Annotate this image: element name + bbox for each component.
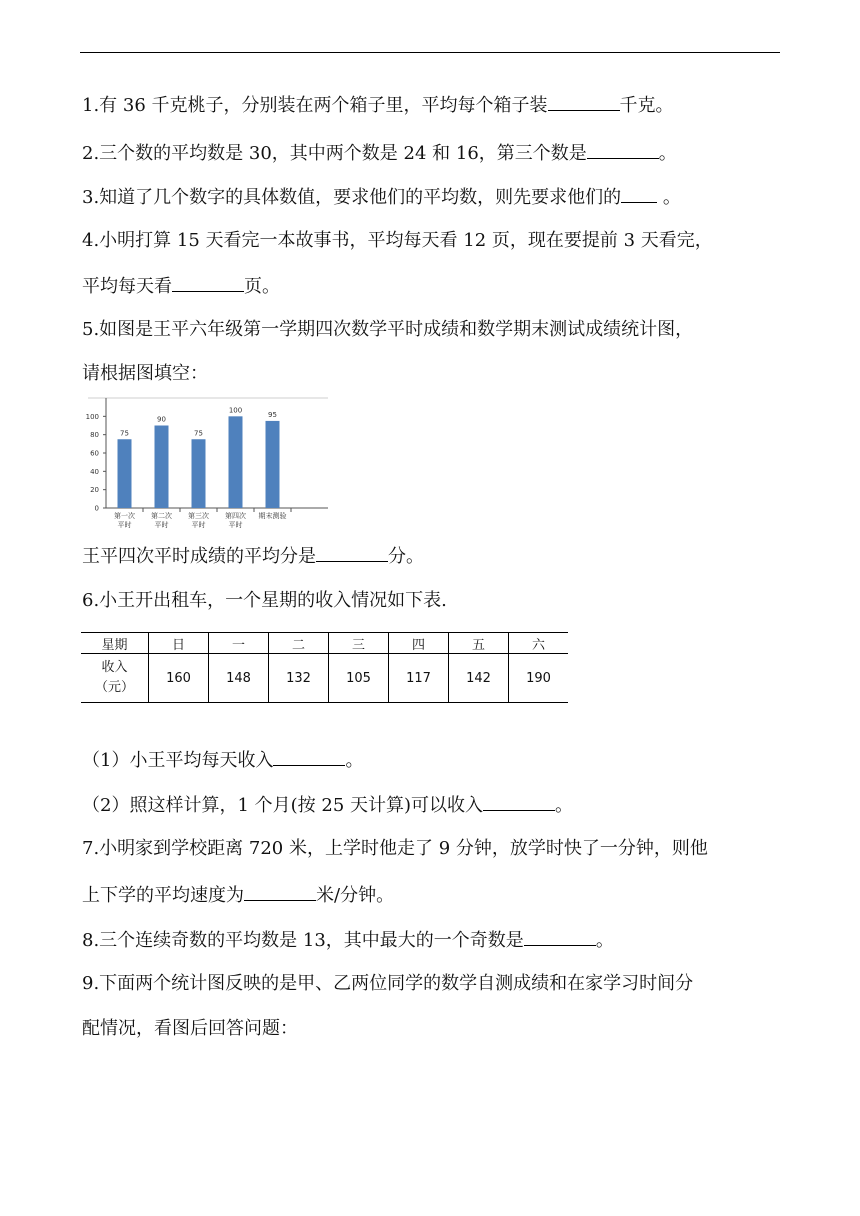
table-cell: 132 [269, 654, 329, 703]
bar [229, 416, 243, 508]
q5-answer-blank[interactable] [316, 543, 388, 562]
q5-text-end: 分。 [388, 546, 424, 567]
q5-text-3: 王平四次平时成绩的平均分是 [82, 546, 316, 567]
x-tick-label: 平时 [117, 521, 132, 529]
row-label-line1: 收入 [101, 660, 128, 675]
table-cell: 142 [449, 654, 509, 703]
x-tick-label: 期末测验 [258, 512, 287, 520]
question-2 [82, 140, 677, 166]
q6-sub2-text: （2）照这样计算，1 个月(按 25 天计算)可以收入 [82, 795, 484, 816]
table-cell: 105 [329, 654, 389, 703]
x-tick-label: 第三次 [188, 512, 209, 520]
q3-text-end: 。 [657, 187, 681, 208]
question-5-answer-line [82, 543, 424, 569]
question-1 [82, 92, 674, 118]
q4-answer-blank[interactable] [172, 273, 244, 292]
q4-text-2: 平均每天看 [82, 276, 172, 297]
q4-text-end: 页。 [244, 276, 280, 297]
q1-text: 1.有 36 千克桃子，分别装在两个箱子里，平均每个箱子装 [82, 95, 548, 116]
y-tick-label: 60 [90, 449, 99, 458]
bar [155, 426, 169, 509]
q7-text: 7.小明家到学校距离 720 米，上学时他走了 9 分钟，放学时快了一分钟，则他 [82, 838, 708, 859]
q2-text-end: 。 [658, 143, 677, 164]
bar-value-label: 75 [194, 429, 203, 438]
table-header-cell: 三 [329, 633, 389, 654]
x-tick-label: 第二次 [151, 512, 172, 520]
q5-text-2: 请根据图填空： [82, 363, 208, 384]
row-label-line2: （元） [94, 680, 134, 695]
q6-sub1-text: （1）小王平均每天收入 [82, 750, 274, 771]
question-5-line2 [82, 362, 208, 386]
q8-text: 8.三个连续奇数的平均数是 13，其中最大的一个奇数是 [82, 930, 524, 951]
question-6-intro [82, 589, 447, 613]
table-header-row [81, 633, 568, 654]
q6-text: 6.小王开出租车，一个星期的收入情况如下表. [82, 590, 447, 611]
q9-text: 9.下面两个统计图反映的是甲、乙两位同学的数学自测成绩和在家学习时间分 [82, 973, 694, 994]
question-3 [82, 184, 681, 210]
q4-text: 4.小明打算 15 天看完一本故事书，平均每天看 12 页，现在要提前 3 天看完， [82, 230, 713, 251]
x-tick-label: 平时 [191, 521, 206, 529]
question-7-line1 [82, 837, 708, 861]
q5-text: 5.如图是王平六年级第一学期四次数学平时成绩和数学期末测试成绩统计图， [82, 319, 694, 340]
table-header-cell: 二 [269, 633, 329, 654]
table-cell: 117 [389, 654, 449, 703]
q1-text-end: 千克。 [619, 95, 674, 116]
q7-text-2: 上下学的平均速度为 [82, 885, 244, 906]
q9-text-2: 配情况，看图后回答问题： [82, 1018, 298, 1039]
table-row-label [81, 654, 149, 703]
q7-answer-blank[interactable] [244, 882, 316, 901]
y-tick-label: 80 [90, 431, 99, 440]
q8-text-end: 。 [595, 930, 614, 951]
x-tick-label: 第四次 [225, 512, 246, 520]
x-tick-label: 第一次 [114, 512, 135, 520]
y-tick-label: 100 [85, 412, 99, 421]
bar [266, 421, 280, 508]
q2-answer-blank[interactable] [587, 140, 659, 159]
bar-value-label: 95 [268, 410, 277, 419]
q6-sub1-text-end: 。 [345, 750, 364, 771]
bar-value-label: 90 [157, 415, 166, 424]
bar [118, 439, 132, 508]
question-4-line2 [82, 273, 280, 299]
q8-answer-blank[interactable] [524, 927, 596, 946]
table-cell: 190 [509, 654, 569, 703]
table-cell: 160 [149, 654, 209, 703]
question-6-sub2 [82, 792, 573, 818]
table-row [81, 654, 568, 703]
score-bar-chart [82, 390, 332, 535]
q6-sub1-answer-blank[interactable] [273, 747, 345, 766]
y-tick-label: 0 [94, 504, 99, 513]
q7-text-end: 米/分钟。 [316, 885, 395, 906]
question-9-line2 [82, 1017, 298, 1041]
question-7-line2 [82, 882, 394, 908]
bar-value-label: 75 [120, 429, 129, 438]
q6-sub2-text-end: 。 [555, 795, 574, 816]
q3-text: 3.知道了几个数字的具体数值，要求他们的平均数，则先要求他们的 [82, 187, 622, 208]
income-table [81, 632, 568, 703]
x-tick-label: 平时 [154, 521, 169, 529]
y-tick-label: 20 [90, 486, 99, 495]
bar-value-label: 100 [228, 406, 243, 415]
question-8 [82, 927, 614, 953]
question-4-line1 [82, 229, 713, 253]
table-header-cell: 一 [209, 633, 269, 654]
q2-text: 2.三个数的平均数是 30，其中两个数是 24 和 16，第三个数是 [82, 143, 587, 164]
table-header-cell: 星期 [81, 633, 149, 654]
question-9-line1 [82, 972, 693, 996]
bar [192, 439, 206, 508]
table-header-cell: 四 [389, 633, 449, 654]
table-header-cell: 日 [149, 633, 209, 654]
table-header-cell: 五 [449, 633, 509, 654]
question-6-sub1 [82, 747, 363, 773]
q6-sub2-answer-blank[interactable] [483, 792, 555, 811]
table-cell: 148 [209, 654, 269, 703]
x-tick-label: 平时 [228, 521, 243, 529]
question-5-line1 [82, 318, 693, 342]
q1-answer-blank[interactable] [548, 92, 620, 111]
y-tick-label: 40 [90, 467, 99, 476]
table-header-cell: 六 [509, 633, 569, 654]
q3-answer-blank[interactable] [621, 184, 657, 203]
header-rule [80, 52, 780, 53]
